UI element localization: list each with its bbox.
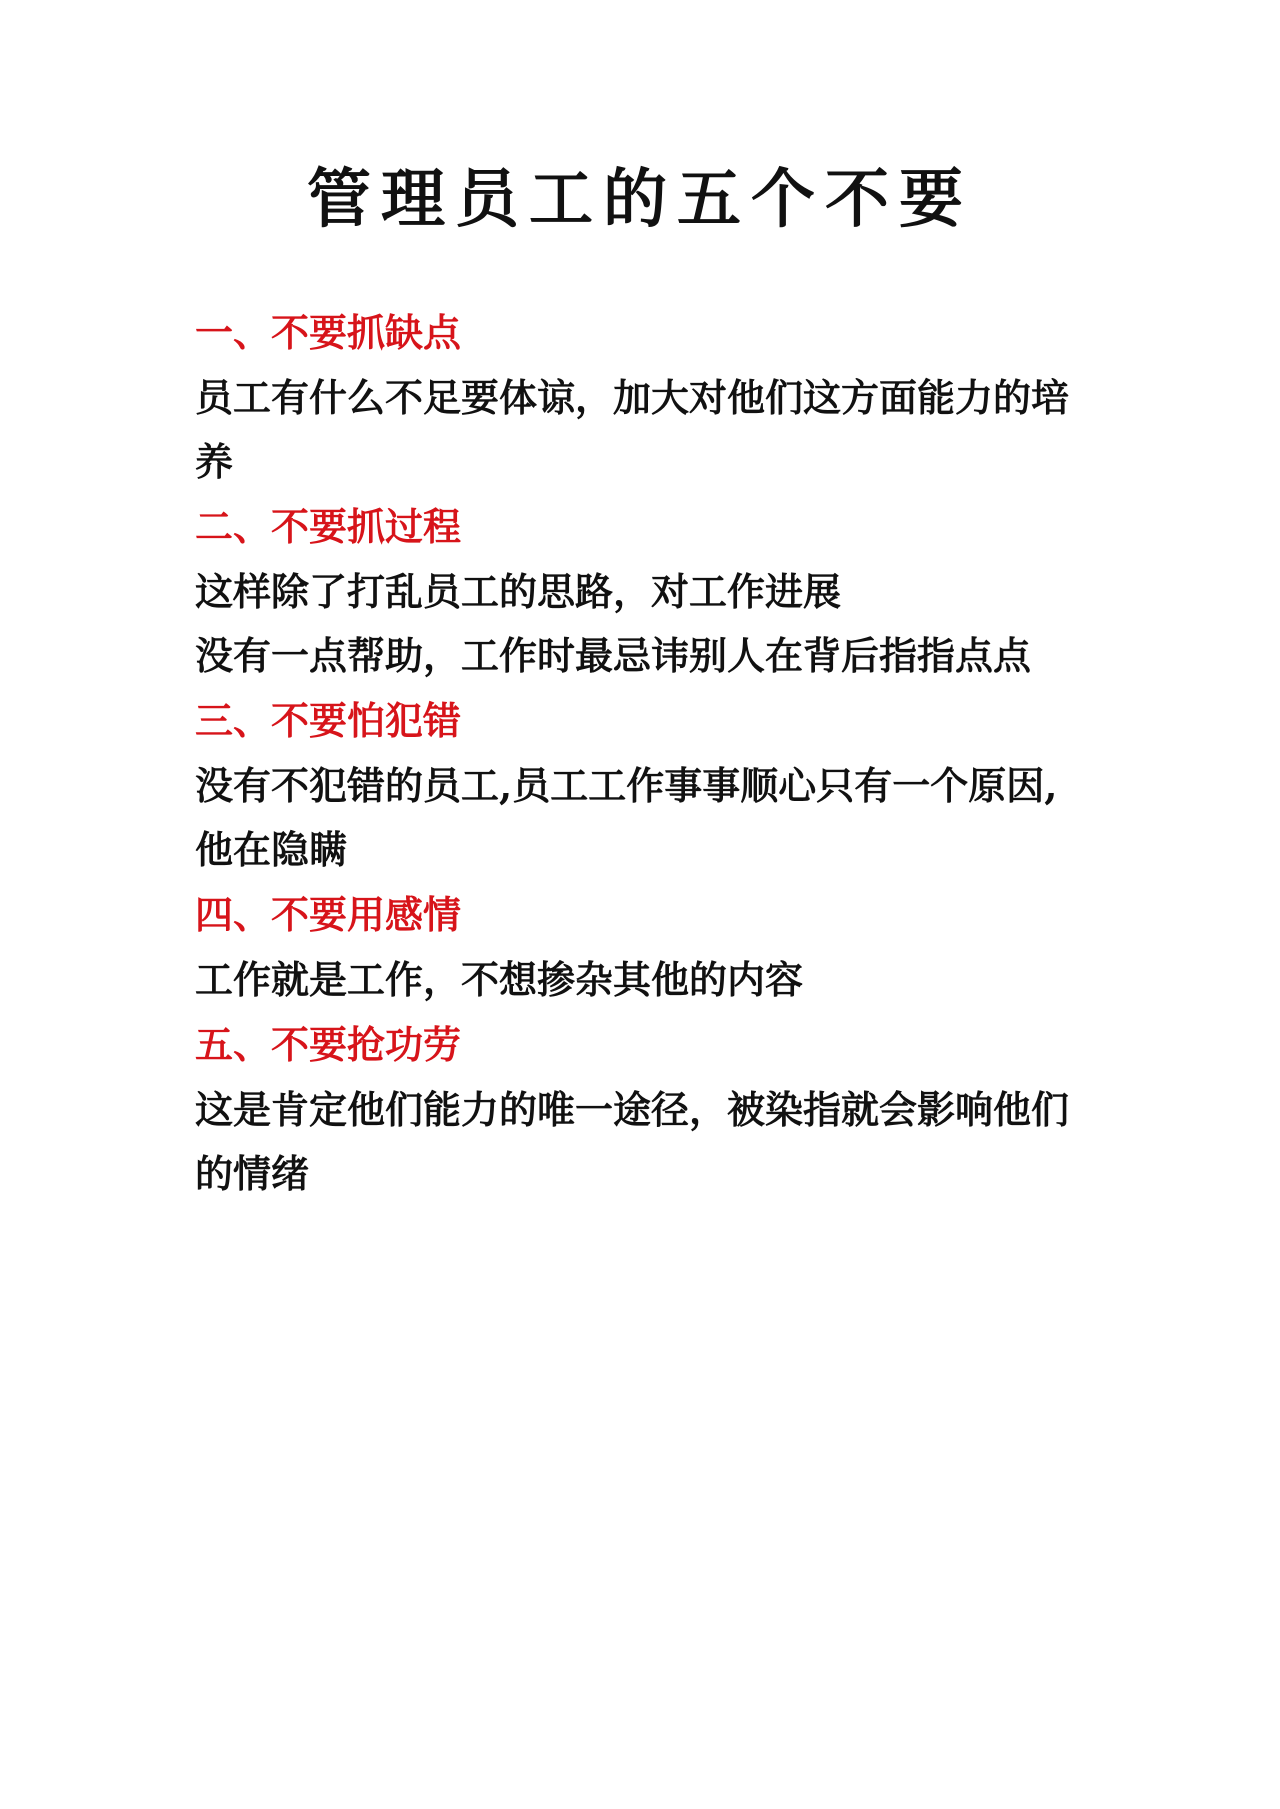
- text-line: 员工有什么不足要体谅，加大对他们这方面能力的培: [195, 375, 1070, 420]
- text-line: 没有不犯错的员工,员工工作事事顺心只有一个原因,: [195, 763, 1058, 808]
- section-5: [195, 1012, 1095, 1206]
- section-4: [195, 882, 1095, 1012]
- section-2: [195, 494, 1095, 688]
- section-heading: 四、不要用感情: [195, 892, 462, 937]
- section-text: [195, 754, 1095, 882]
- text-line: 他在隐瞒: [195, 827, 348, 872]
- section-heading: 五、不要抢功劳: [195, 1022, 462, 1067]
- text-line: 工作就是工作，不想掺杂其他的内容: [195, 957, 804, 1002]
- content-body: [195, 300, 1095, 1206]
- text-line: 没有一点帮助，工作时最忌讳别人在背后指指点点: [195, 633, 1032, 678]
- section-1: [195, 300, 1095, 494]
- section-heading: 二、不要抓过程: [195, 504, 462, 549]
- text-line: 这是肯定他们能力的唯一途径，被染指就会影响他们: [195, 1087, 1070, 1132]
- text-line: 的情绪: [195, 1151, 310, 1196]
- section-heading: 一、不要抓缺点: [195, 310, 462, 355]
- section-text: [195, 1078, 1095, 1206]
- section-heading: 三、不要怕犯错: [195, 698, 462, 743]
- section-3: [195, 688, 1095, 882]
- section-text: [195, 948, 1095, 1012]
- section-text: [195, 560, 1095, 688]
- text-line: 养: [195, 439, 234, 484]
- text-line: 这样除了打乱员工的思路，对工作进展: [195, 569, 842, 614]
- page-title: 管理员工的五个不要: [307, 163, 973, 237]
- section-text: [195, 366, 1095, 494]
